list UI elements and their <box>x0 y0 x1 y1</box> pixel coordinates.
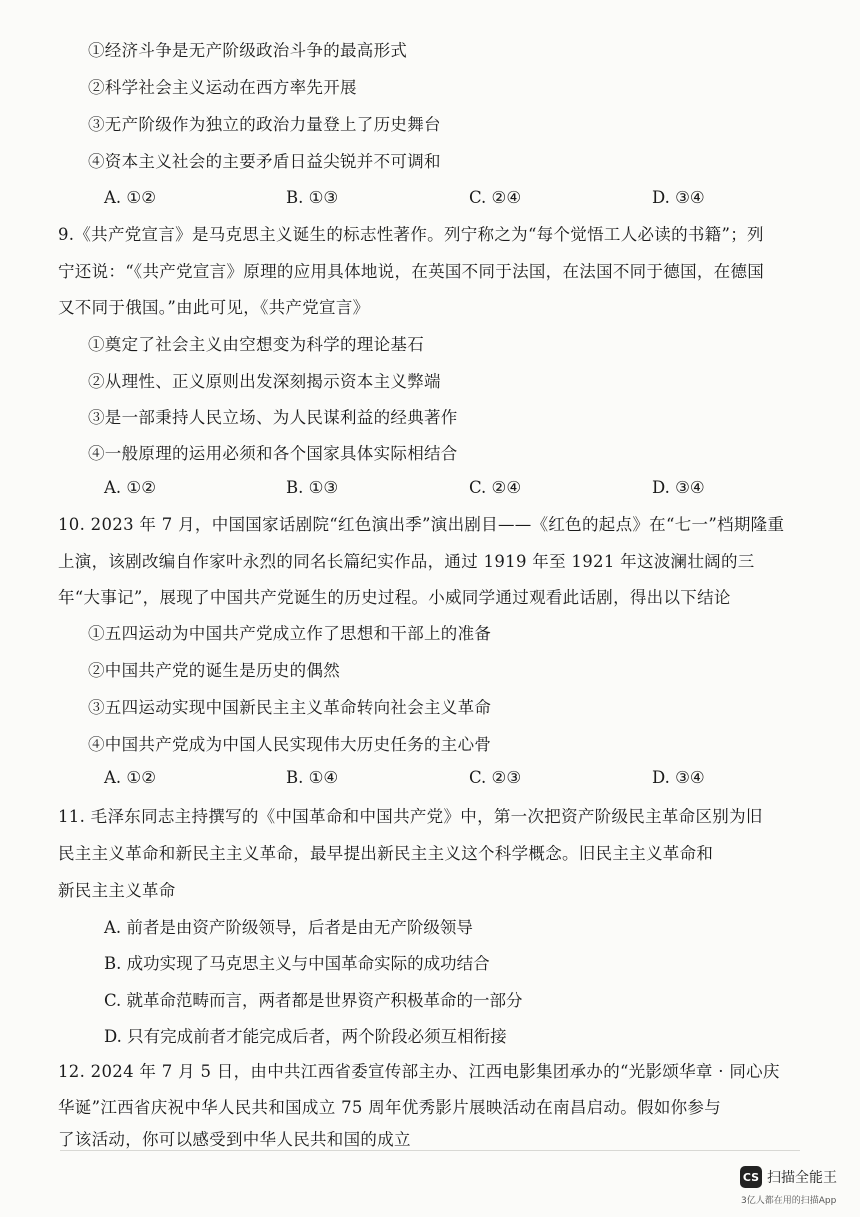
q10-option-d: D. ③④ <box>652 768 705 787</box>
q9-stem-2: 宁还说：“《共产党宣言》原理的应用具体地说，在英国不同于法国，在法国不同于德国，在德国 <box>58 262 765 281</box>
q9-item-2: ②从理性、正义原则出发深刻揭示资本主义弊端 <box>88 372 441 391</box>
q8-item-1: ①经济斗争是无产阶级政治斗争的最高形式 <box>88 41 408 60</box>
q9-option-a: A. ①② <box>104 478 156 497</box>
q12-stem-1: 12. 2024 年 7 月 5 日，由中共江西省委宣传部主办、江西电影集团承办的“光影颂华章 · 同心庆 <box>58 1062 780 1081</box>
q10-item-1: ①五四运动为中国共产党成立作了思想和干部上的准备 <box>88 624 492 643</box>
q10-stem-3: 年“大事记”，展现了中国共产党诞生的历史过程。小威同学通过观看此话剧，得出以下结论 <box>58 588 731 607</box>
q8-option-a: A. ①② <box>104 188 156 207</box>
q9-option-c: C. ②④ <box>469 478 522 497</box>
q9-option-d: D. ③④ <box>652 478 705 497</box>
q8-option-c: C. ②④ <box>469 188 522 207</box>
q9-option-b: B. ①③ <box>286 478 339 497</box>
q11-option-b: B. 成功实现了马克思主义与中国革命实际的成功结合 <box>104 954 490 973</box>
q9-item-3: ③是一部秉持人民立场、为人民谋利益的经典著作 <box>88 408 458 427</box>
scanner-watermark <box>740 1166 837 1188</box>
q9-stem-3: 又不同于俄国。”由此可见，《共产党宣言》 <box>58 298 370 317</box>
q10-item-3: ③五四运动实现中国新民主主义革命转向社会主义革命 <box>88 698 492 717</box>
q10-option-a: A. ①② <box>104 768 156 787</box>
q10-item-2: ②中国共产党的诞生是历史的偶然 <box>88 661 340 680</box>
q9-item-4: ④一般原理的运用必须和各个国家具体实际相结合 <box>88 444 458 463</box>
q12-stem-2: 华诞”江西省庆祝中华人民共和国成立 75 周年优秀影片展映活动在南昌启动。假如你参与 <box>58 1098 722 1117</box>
q11-stem-3: 新民主主义革命 <box>58 881 176 900</box>
q9-stem-1: 9.《共产党宣言》是马克思主义诞生的标志性著作。列宁称之为“每个觉悟工人必读的书籍”；列 <box>58 225 764 244</box>
q8-option-d: D. ③④ <box>652 188 705 207</box>
q10-option-b: B. ①④ <box>286 768 339 787</box>
q11-option-a: A. 前者是由资产阶级领导，后者是由无产阶级领导 <box>104 918 473 937</box>
q10-stem-1: 10. 2023 年 7 月，中国国家话剧院“红色演出季”演出剧目——《红色的起点》在“七一”档期隆重 <box>58 515 785 534</box>
q8-item-3: ③无产阶级作为独立的政治力量登上了历史舞台 <box>88 115 441 134</box>
camscanner-logo-icon: CS <box>740 1166 762 1188</box>
watermark-brand: 扫描全能王 <box>767 1170 837 1186</box>
watermark-tagline: 3亿人都在用的扫描App <box>741 1196 837 1206</box>
page-bottom-rule <box>60 1150 800 1151</box>
q10-item-4: ④中国共产党成为中国人民实现伟大历史任务的主心骨 <box>88 735 492 754</box>
q11-stem-2: 民主主义革命和新民主主义革命，最早提出新民主主义这个科学概念。旧民主主义革命和 <box>58 844 714 863</box>
q9-item-1: ①奠定了社会主义由空想变为科学的理论基石 <box>88 335 424 354</box>
q11-option-c: C. 就革命范畴而言，两者都是世界资产积极革命的一部分 <box>104 991 523 1010</box>
q10-option-c: C. ②③ <box>469 768 522 787</box>
q8-item-4: ④资本主义社会的主要矛盾日益尖锐并不可调和 <box>88 152 441 171</box>
q8-option-b: B. ①③ <box>286 188 339 207</box>
q8-item-2: ②科学社会主义运动在西方率先开展 <box>88 78 357 97</box>
q10-stem-2: 上演，该剧改编自作家叶永烈的同名长篇纪实作品，通过 1919 年至 1921 年这波澜壮阔的三 <box>58 552 755 571</box>
q11-option-d: D. 只有完成前者才能完成后者，两个阶段必须互相衔接 <box>104 1027 507 1046</box>
q11-stem-1: 11. 毛泽东同志主持撰写的《中国革命和中国共产党》中，第一次把资产阶级民主革命区别为旧 <box>58 807 763 826</box>
q12-stem-3: 了该活动，你可以感受到中华人民共和国的成立 <box>58 1130 411 1149</box>
